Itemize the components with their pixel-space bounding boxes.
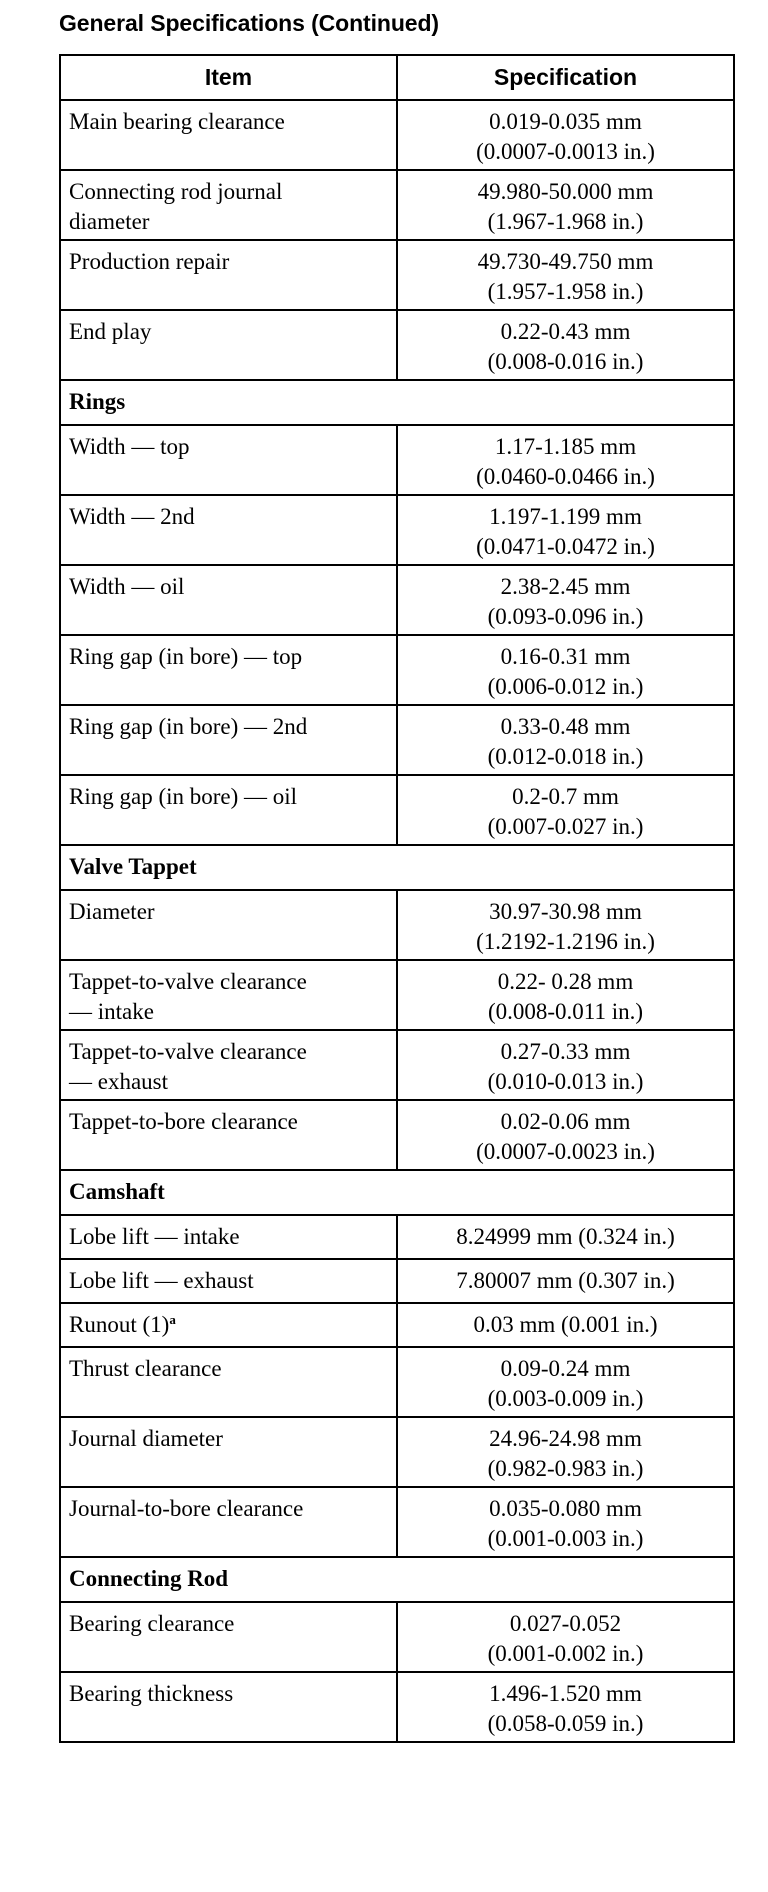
specification-text: 0.33-0.48 mm [500,714,631,739]
specification-text: (1.957-1.958 in.) [487,279,644,304]
section-row [60,380,734,425]
section-heading: Connecting Rod [60,1557,734,1602]
specification-text: 1.17-1.185 mm [494,434,637,459]
specification-text: 0.09-0.24 mm [500,1356,631,1381]
specification-text: (0.003-0.009 in.) [487,1386,644,1411]
specification-text: (0.001-0.002 in.) [487,1641,644,1666]
specification-cell [397,1303,734,1347]
specification-text: 0.2-0.7 mm [512,784,619,809]
specification-cell [397,890,734,960]
item-text-value: Production repair [69,249,230,274]
item-text [69,107,388,137]
table-row [60,565,734,635]
specification-text: (0.010-0.013 in.) [487,1069,644,1094]
specification-text: 7.80007 mm (0.307 in.) [456,1268,675,1293]
table-row [60,1100,734,1170]
specification-cell [397,1672,734,1742]
item-text [69,642,388,672]
item-text-value: Lobe lift — intake [69,1224,240,1249]
table-row [60,240,734,310]
specification-cell [397,240,734,310]
specification-text: 0.16-0.31 mm [500,644,631,669]
item-text-value: Bearing clearance [69,1611,235,1636]
specification-text: (0.058-0.059 in.) [487,1711,644,1736]
item-cell [60,960,397,1030]
item-text [69,1310,388,1340]
item-text [69,997,388,1027]
item-text-value: Tappet-to-valve clearance [69,969,307,994]
table-row [60,1487,734,1557]
specification-cell [397,705,734,775]
specification-text: 0.02-0.06 mm [500,1109,631,1134]
table-row [60,1672,734,1742]
specification-cell [397,100,734,170]
item-cell [60,1303,397,1347]
item-text-value: Width — 2nd [69,504,195,529]
section-heading: Valve Tappet [60,845,734,890]
section-row [60,1557,734,1602]
specification-cell [397,960,734,1030]
specification-cell [397,1259,734,1303]
item-text [69,712,388,742]
item-text [69,207,388,237]
item-text-value: Tappet-to-valve clearance [69,1039,307,1064]
item-text [69,1107,388,1137]
specification-cell [397,775,734,845]
specification-text: 1.197-1.199 mm [489,504,642,529]
specification-text: 30.97-30.98 mm [489,899,642,924]
item-text [69,1067,388,1097]
item-text-value: Ring gap (in bore) — oil [69,784,298,809]
specification-cell [397,1487,734,1557]
specification-text: 0.027-0.052 [509,1611,622,1636]
specification-text: (0.093-0.096 in.) [487,604,644,629]
table-row [60,890,734,960]
item-text-value: — exhaust [69,1069,169,1094]
item-text-value: Journal diameter [69,1426,223,1451]
table-row [60,775,734,845]
specification-cell [397,1347,734,1417]
table-row [60,1215,734,1259]
specification-text: 0.03 mm (0.001 in.) [473,1312,658,1337]
item-cell [60,1100,397,1170]
specification-cell [397,495,734,565]
footnote-marker: a [169,1312,176,1327]
item-cell [60,1259,397,1303]
column-header-item: Item [60,55,397,100]
item-cell [60,1672,397,1742]
item-cell [60,425,397,495]
table-row [60,1417,734,1487]
specification-text: (0.008-0.011 in.) [487,999,643,1024]
specification-text: (1.2192-1.2196 in.) [476,929,655,954]
item-text-value: Bearing thickness [69,1681,234,1706]
item-text [69,782,388,812]
specifications-table [59,54,735,1743]
specification-cell [397,1100,734,1170]
specification-cell [397,1417,734,1487]
specification-text: 0.019-0.035 mm [489,109,642,134]
item-cell [60,565,397,635]
item-text [69,1679,388,1709]
item-text-value: Tappet-to-bore clearance [69,1109,298,1134]
item-text [69,247,388,277]
specification-cell [397,310,734,380]
specification-cell [397,170,734,240]
table-row [60,1303,734,1347]
item-text-value: diameter [69,209,150,234]
table-row [60,495,734,565]
specification-text: 2.38-2.45 mm [500,574,631,599]
table-row [60,170,734,240]
specification-text: (0.0471-0.0472 in.) [476,534,655,559]
specification-text: 0.27-0.33 mm [500,1039,631,1064]
specification-text: (0.0007-0.0023 in.) [476,1139,655,1164]
item-text-value: Ring gap (in bore) — top [69,644,303,669]
page-title: General Specifications (Continued) [59,10,439,36]
item-text-value: Main bearing clearance [69,109,285,134]
specification-cell [397,1602,734,1672]
item-cell [60,705,397,775]
item-cell [60,310,397,380]
item-text [69,432,388,462]
item-text [69,1037,388,1067]
item-text [69,897,388,927]
item-text-value: End play [69,319,152,344]
specification-cell [397,425,734,495]
specification-text: (0.007-0.027 in.) [487,814,644,839]
section-heading: Camshaft [60,1170,734,1215]
specification-text: 1.496-1.520 mm [489,1681,642,1706]
item-cell [60,1030,397,1100]
specification-text: (0.008-0.016 in.) [487,349,644,374]
table-row [60,705,734,775]
table-row [60,635,734,705]
specification-text: (0.0460-0.0466 in.) [476,464,655,489]
table-row [60,1259,734,1303]
item-cell [60,1487,397,1557]
item-cell [60,775,397,845]
section-heading: Rings [60,380,734,425]
table-row [60,310,734,380]
item-cell [60,1417,397,1487]
item-text-value: Connecting rod journal [69,179,283,204]
item-text [69,177,388,207]
specification-text: 0.035-0.080 mm [489,1496,642,1521]
item-text [69,572,388,602]
specification-text: 0.22-0.43 mm [500,319,631,344]
item-text-value: Ring gap (in bore) — 2nd [69,714,308,739]
specification-cell [397,1215,734,1259]
specification-text: (0.001-0.003 in.) [487,1526,644,1551]
specification-text: 8.24999 mm (0.324 in.) [456,1224,675,1249]
item-text [69,1354,388,1384]
item-text-value: Runout (1) [69,1312,170,1337]
item-text [69,1266,388,1296]
item-text [69,1609,388,1639]
specification-cell [397,635,734,705]
item-text-value: Lobe lift — exhaust [69,1268,254,1293]
table-row [60,100,734,170]
item-text [69,317,388,347]
specification-text: (0.982-0.983 in.) [487,1456,644,1481]
table-row [60,1347,734,1417]
section-row [60,845,734,890]
item-text [69,967,388,997]
table-row [60,1602,734,1672]
section-row [60,1170,734,1215]
item-cell [60,240,397,310]
item-text-value: Diameter [69,899,155,924]
table-row [60,960,734,1030]
item-text [69,1424,388,1454]
specification-text: 49.980-50.000 mm [477,179,654,204]
specification-text: 49.730-49.750 mm [477,249,654,274]
table-header-row [60,55,734,100]
item-text [69,1222,388,1252]
item-cell [60,495,397,565]
specification-text: (0.006-0.012 in.) [487,674,644,699]
table-body [60,100,734,1742]
item-text [69,1494,388,1524]
column-header-specification: Specification [397,55,734,100]
item-cell [60,890,397,960]
item-cell [60,635,397,705]
item-cell [60,170,397,240]
item-text-value: — intake [69,999,154,1024]
specification-text: (0.0007-0.0013 in.) [476,139,655,164]
specification-text: (0.012-0.018 in.) [487,744,644,769]
specification-text: 0.22- 0.28 mm [497,969,634,994]
item-text-value: Width — top [69,434,190,459]
item-text-value: Width — oil [69,574,185,599]
item-text-value: Thrust clearance [69,1356,222,1381]
specification-text: (1.967-1.968 in.) [487,209,644,234]
item-cell [60,1215,397,1259]
table-row [60,1030,734,1100]
item-cell [60,100,397,170]
specification-cell [397,565,734,635]
item-text [69,502,388,532]
table-row [60,425,734,495]
item-cell [60,1347,397,1417]
item-cell [60,1602,397,1672]
specification-cell [397,1030,734,1100]
specification-text: 24.96-24.98 mm [489,1426,642,1451]
item-text-value: Journal-to-bore clearance [69,1496,304,1521]
